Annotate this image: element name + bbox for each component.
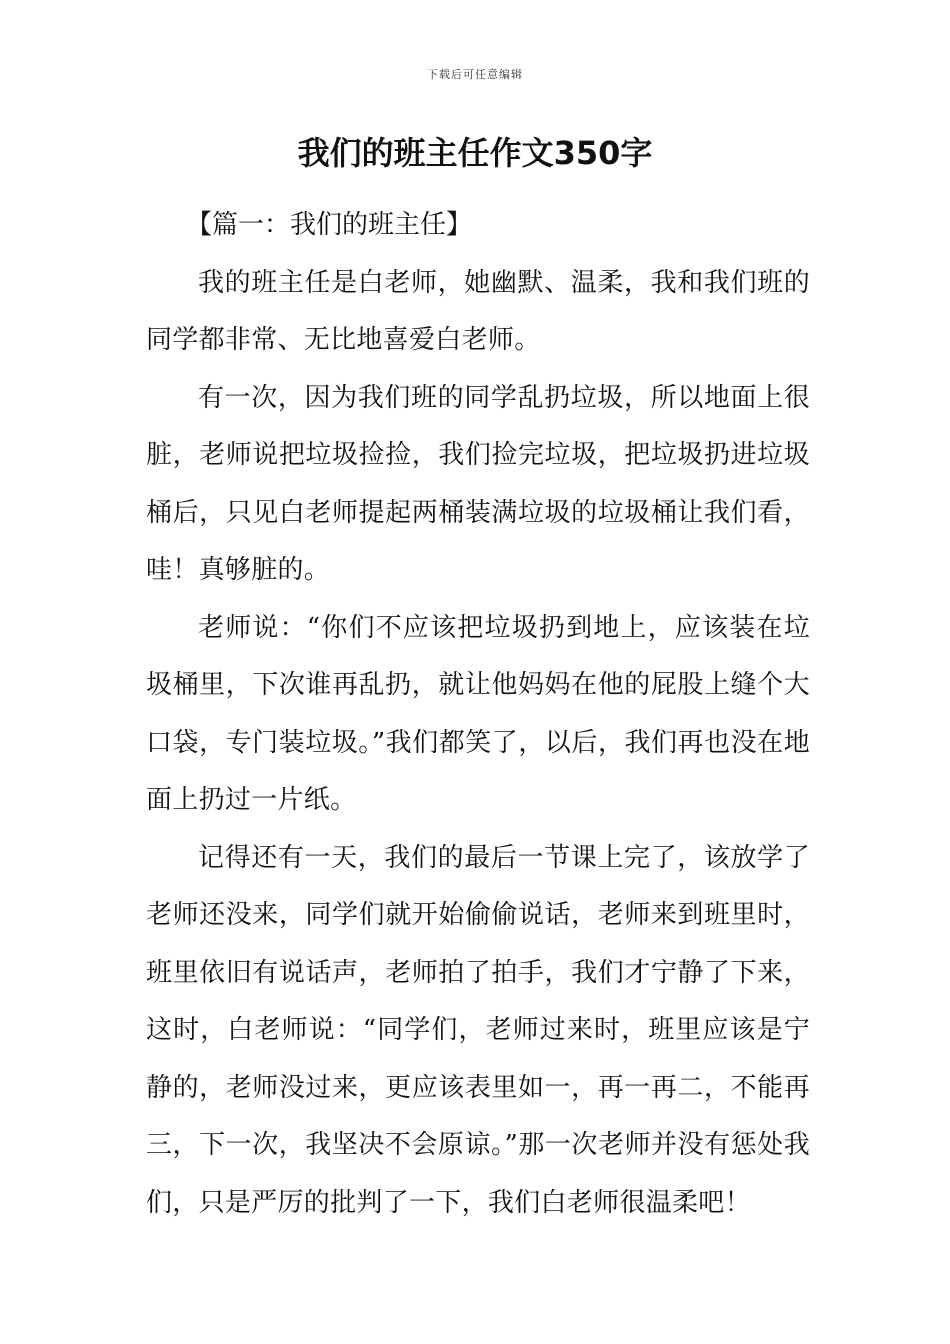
paragraph-1: 我的班主任是白老师，她幽默、温柔，我和我们班的同学都非常、无比地喜爱白老师。 xyxy=(146,267,810,355)
paragraph-2: 有一次，因为我们班的同学乱扔垃圾，所以地面上很脏，老师说把垃圾捡捡，我们捡完垃圾，把垃圾扔进垃圾桶后，只见白老师提起两桶装满垃圾的垃圾桶让我们看，哇！真够脏的。 xyxy=(146,382,810,585)
paragraph-3: 老师说：“你们不应该把垃圾扔到地上，应该装在垃圾桶里，下次谁再乱扔，就让他妈妈在他的屁股上缝个大口袋，专门装垃圾。”我们都笑了，以后，我们再也没在地面上扔过一片纸。 xyxy=(146,612,810,815)
document-body xyxy=(146,197,810,1232)
document-title: 我们的班主任作文350字 xyxy=(297,134,653,172)
paragraph-4: 记得还有一天，我们的最后一节课上完了，该放学了老师还没来，同学们就开始偷偷说话，老师来到班里时，班里依旧有说话声，老师拍了拍手，我们才宁静了下来，这时，白老师说：“同学们，老师过来时，班里应该是宁静的，老师没过来，更应该表里如一，再一再二，不能再三，下一次，我坚决不会原谅。”那一次老师并没有惩处我们，只是严厉的批判了一下，我们白老师很温柔吧！ xyxy=(146,842,810,1218)
header-note: 下载后可任意编辑 xyxy=(427,68,523,81)
section-heading: 【篇一：我们的班主任】 xyxy=(186,210,473,240)
